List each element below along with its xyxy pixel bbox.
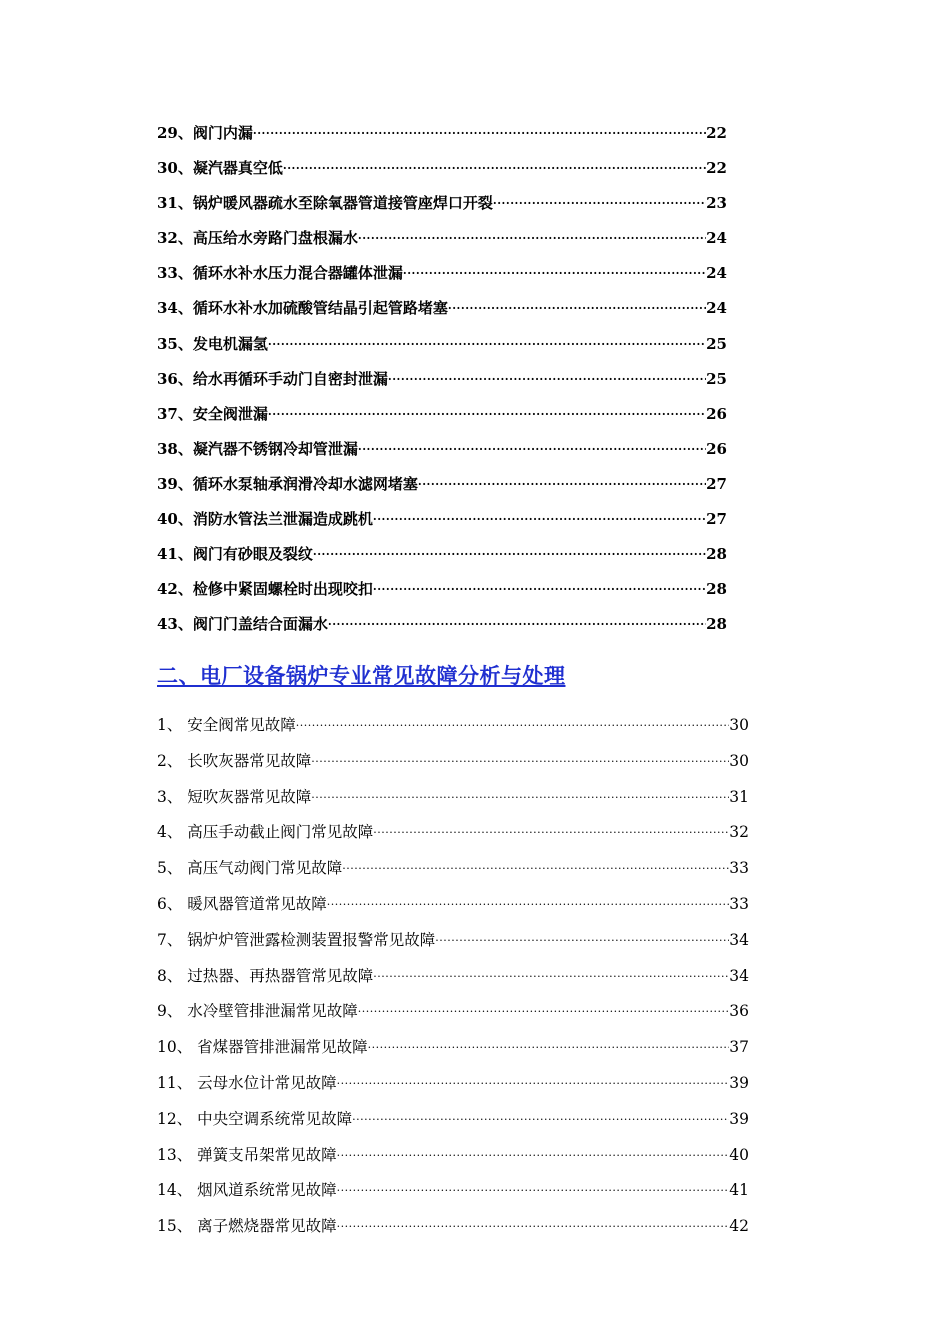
dot-leader xyxy=(358,444,706,455)
toc-entry-page: 33 xyxy=(729,894,749,913)
toc-entry-label: 35、发电机漏氢 xyxy=(157,334,268,353)
toc-entry-page: 24 xyxy=(706,229,727,248)
toc-entry-label: 12、 中央空调系统常见故障 xyxy=(157,1109,353,1128)
toc-entry-page: 28 xyxy=(706,545,727,564)
toc-entry[interactable] xyxy=(157,543,727,578)
toc-entry-label: 6、 暖风器管道常见故障 xyxy=(157,894,327,913)
toc-entry-label: 11、 云母水位计常见故障 xyxy=(157,1073,337,1092)
toc-entry-page: 30 xyxy=(729,751,749,770)
toc-entry[interactable] xyxy=(157,122,727,157)
dot-leader xyxy=(311,792,729,803)
dot-leader xyxy=(358,1006,729,1017)
toc-entry-label: 39、循环水泵轴承润滑冷却水滤网堵塞 xyxy=(157,474,418,493)
toc-entry[interactable] xyxy=(157,749,749,785)
dot-leader xyxy=(358,233,706,244)
toc-entry-page: 30 xyxy=(729,716,749,734)
toc-entry-label: 43、阀门门盖结合面漏水 xyxy=(157,615,328,634)
toc-entry[interactable] xyxy=(157,964,749,1000)
toc-entry-label: 13、 弹簧支吊架常见故障 xyxy=(157,1145,337,1164)
toc-entry-page: 26 xyxy=(706,439,727,458)
dot-leader xyxy=(373,584,706,595)
toc-entry[interactable] xyxy=(157,613,727,648)
toc-entry[interactable] xyxy=(157,856,749,892)
toc-entry-page: 42 xyxy=(729,1217,749,1236)
toc-entry-label: 32、高压给水旁路门盘根漏水 xyxy=(157,229,358,248)
dot-leader xyxy=(337,1150,730,1161)
toc-entry-label: 40、消防水管法兰泄漏造成跳机 xyxy=(157,510,373,529)
toc-entry-label: 38、凝汽器不锈钢冷却管泄漏 xyxy=(157,439,358,458)
toc-entry-label: 8、 过热器、再热器管常见故障 xyxy=(157,966,374,985)
toc-entry-label: 14、 烟风道系统常见故障 xyxy=(157,1181,337,1200)
toc-entry-label: 37、安全阀泄漏 xyxy=(157,404,268,423)
dot-leader xyxy=(283,163,706,174)
dot-leader xyxy=(403,268,706,279)
toc-entry-label: 4、 高压手动截止阀门常见故障 xyxy=(157,823,374,842)
toc-entry-label: 41、阀门有砂眼及裂纹 xyxy=(157,545,313,564)
toc-entry[interactable] xyxy=(157,1214,749,1250)
toc-entry[interactable] xyxy=(157,820,749,856)
toc-entry[interactable] xyxy=(157,892,749,928)
dot-leader xyxy=(368,1042,730,1053)
toc-entry-page: 22 xyxy=(706,124,727,142)
toc-entry[interactable] xyxy=(157,1178,749,1214)
toc-entry[interactable] xyxy=(157,473,727,508)
toc-entry-label: 33、循环水补水压力混合器罐体泄漏 xyxy=(157,264,403,283)
toc-entry-page: 33 xyxy=(729,859,749,878)
toc-entry-label: 10、 省煤器管排泄漏常见故障 xyxy=(157,1038,368,1057)
toc-entry-page: 25 xyxy=(706,334,727,353)
toc-entry-label: 2、 长吹灰器常见故障 xyxy=(157,751,312,770)
dot-leader xyxy=(253,128,706,139)
toc-entry-page: 27 xyxy=(706,510,727,529)
toc-entry-page: 34 xyxy=(729,966,749,985)
toc-entry-page: 37 xyxy=(729,1038,749,1057)
toc-entry-label: 7、 锅炉炉管泄露检测装置报警常见故障 xyxy=(157,930,436,949)
toc-entry-page: 24 xyxy=(706,264,727,283)
toc-entry[interactable] xyxy=(157,192,727,227)
toc-entry-label: 9、 水冷壁管排泄漏常见故障 xyxy=(157,1002,358,1021)
toc-entry[interactable] xyxy=(157,227,727,262)
toc-entry-page: 41 xyxy=(729,1181,749,1200)
toc-entry-page: 36 xyxy=(729,1002,749,1021)
dot-leader xyxy=(296,720,729,731)
dot-leader xyxy=(373,971,729,982)
toc-entry-page: 23 xyxy=(706,194,727,213)
dot-leader xyxy=(268,409,706,420)
toc-entry-page: 39 xyxy=(729,1073,749,1092)
toc-entry-page: 25 xyxy=(706,369,727,388)
toc-entry[interactable] xyxy=(157,403,727,438)
toc-entry[interactable] xyxy=(157,368,727,403)
dot-leader xyxy=(373,827,729,838)
dot-leader xyxy=(337,1185,730,1196)
toc-entry[interactable] xyxy=(157,438,727,473)
toc-entry[interactable] xyxy=(157,157,727,192)
toc-entry-label: 34、循环水补水加硫酸管结晶引起管路堵塞 xyxy=(157,299,448,318)
toc-entry[interactable] xyxy=(157,297,727,332)
toc-entry-page: 26 xyxy=(706,404,727,423)
section-heading-link[interactable]: 二、电厂设备锅炉专业常见故障分析与处理 xyxy=(157,664,566,688)
dot-leader xyxy=(327,899,729,910)
toc-entry-page: 28 xyxy=(706,580,727,599)
toc-entry-label: 29、阀门内漏 xyxy=(157,124,253,142)
toc-entry-page: 22 xyxy=(706,159,727,178)
dot-leader xyxy=(328,619,706,630)
toc-entry-page: 40 xyxy=(729,1145,749,1164)
toc-entry[interactable] xyxy=(157,1035,749,1071)
toc-entry[interactable] xyxy=(157,508,727,543)
toc-entry-label: 31、锅炉暖风器疏水至除氧器管道接管座焊口开裂 xyxy=(157,194,493,213)
toc-entry-page: 24 xyxy=(706,299,727,318)
toc-entry[interactable] xyxy=(157,928,749,964)
toc-entry-page: 28 xyxy=(706,615,727,634)
dot-leader xyxy=(337,1221,730,1232)
toc-entry[interactable] xyxy=(157,999,749,1035)
toc-entry-label: 30、凝汽器真空低 xyxy=(157,159,283,178)
dot-leader xyxy=(448,303,706,314)
toc-entry-label: 1、 安全阀常见故障 xyxy=(157,716,296,734)
toc-entry[interactable] xyxy=(157,1107,749,1143)
toc-section-2 xyxy=(157,713,749,1250)
toc-entry-label: 3、 短吹灰器常见故障 xyxy=(157,787,312,806)
toc-entry[interactable] xyxy=(157,1071,749,1107)
dot-leader xyxy=(373,514,706,525)
toc-entry[interactable] xyxy=(157,1143,749,1179)
toc-entry-page: 34 xyxy=(729,930,749,949)
toc-entry-page: 31 xyxy=(729,787,749,806)
dot-leader xyxy=(388,374,706,385)
dot-leader xyxy=(342,863,729,874)
toc-entry-label: 42、检修中紧固螺栓时出现咬扣 xyxy=(157,580,373,599)
toc-entry[interactable] xyxy=(157,578,727,613)
dot-leader xyxy=(418,479,706,490)
dot-leader xyxy=(352,1114,729,1125)
dot-leader xyxy=(493,198,706,209)
dot-leader xyxy=(268,339,706,350)
toc-entry-label: 15、 离子燃烧器常见故障 xyxy=(157,1217,337,1236)
toc-entry-label: 36、给水再循环手动门自密封泄漏 xyxy=(157,369,388,388)
toc-entry-page: 39 xyxy=(729,1109,749,1128)
toc-entry-page: 32 xyxy=(729,823,749,842)
toc-section-1 xyxy=(157,122,727,648)
dot-leader xyxy=(311,756,729,767)
toc-entry[interactable] xyxy=(157,262,727,297)
toc-entry[interactable] xyxy=(157,713,749,749)
dot-leader xyxy=(337,1078,730,1089)
toc-entry[interactable] xyxy=(157,333,727,368)
toc-entry-page: 27 xyxy=(706,474,727,493)
dot-leader xyxy=(435,935,729,946)
toc-entry-label: 5、 高压气动阀门常见故障 xyxy=(157,859,343,878)
toc-entry[interactable] xyxy=(157,785,749,821)
dot-leader xyxy=(313,549,706,560)
